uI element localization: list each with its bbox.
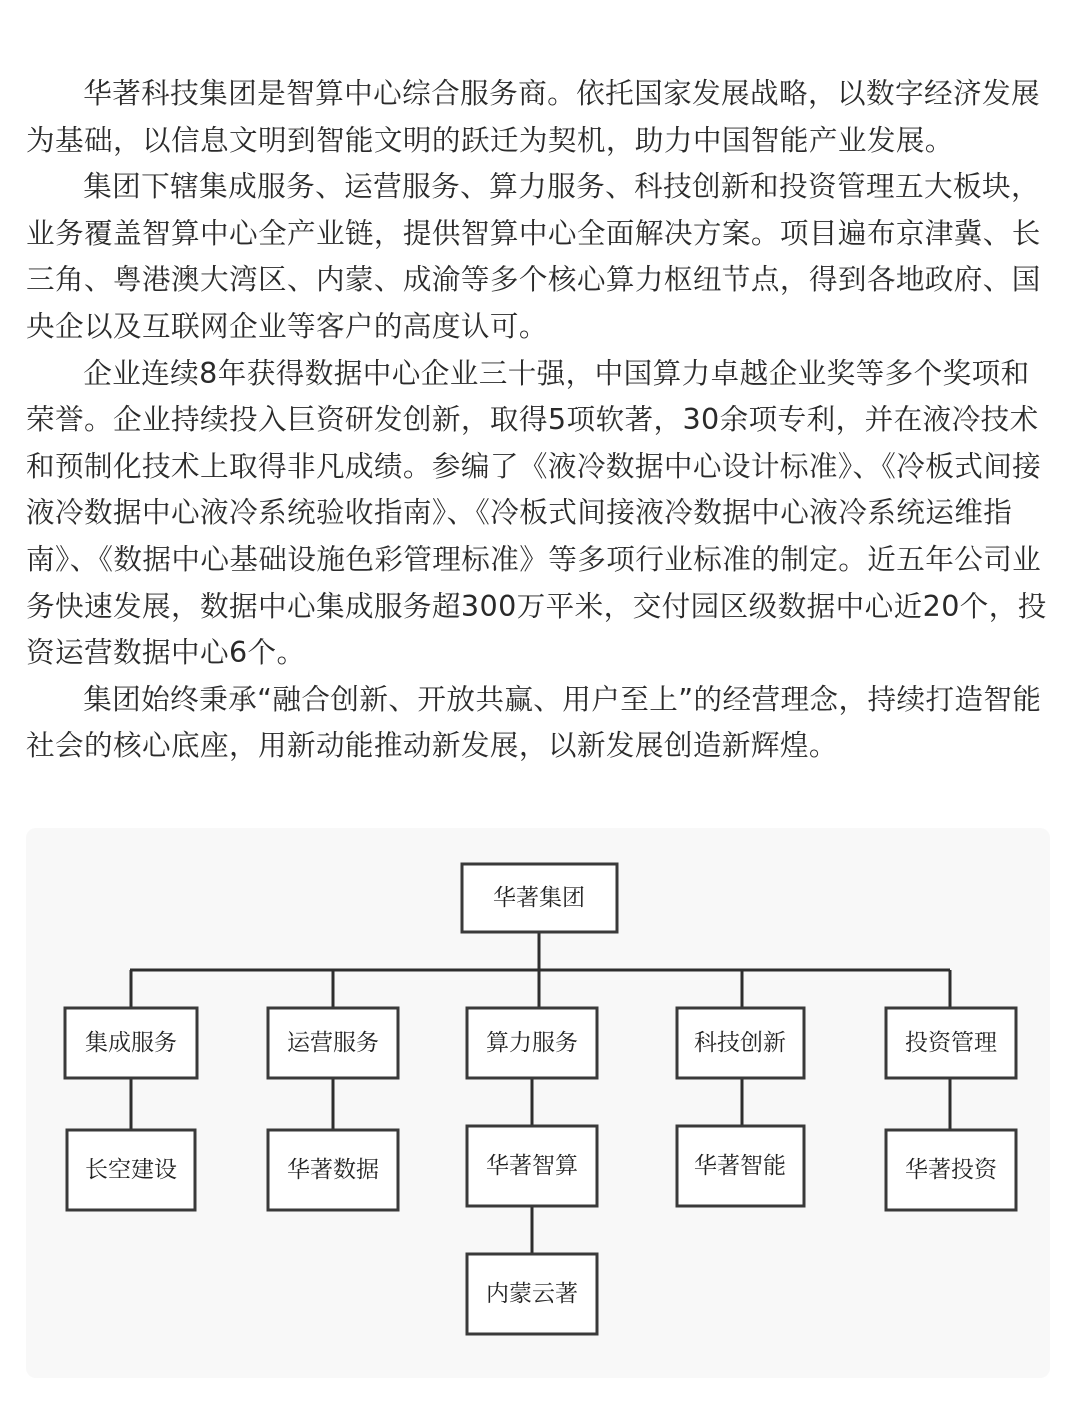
- subsidiary-label: 华著智算: [486, 1153, 578, 1179]
- paragraph-intro: 华著科技集团是智算中心综合服务商。依托国家发展战略，以数字经济发展为基础，以信息文明到智能文明的跃迁为契机，助力中国智能产业发展。: [26, 76, 1040, 157]
- org-node-root-label: 华著集团: [493, 885, 585, 911]
- division-label: 算力服务: [486, 1030, 578, 1056]
- subsidiary-label: 内蒙云著: [486, 1281, 578, 1307]
- org-node-division: [65, 1008, 197, 1078]
- org-node-division: [886, 1008, 1016, 1078]
- org-node-division: [268, 1008, 398, 1078]
- org-node-subsidiary: [886, 1130, 1016, 1210]
- org-node-subsidiary: [467, 1254, 597, 1334]
- org-node-root: [462, 864, 617, 932]
- division-label: 科技创新: [694, 1030, 786, 1056]
- division-label: 投资管理: [905, 1030, 997, 1056]
- division-label: 集成服务: [85, 1030, 177, 1056]
- division-label: 运营服务: [287, 1030, 379, 1056]
- paragraph-achievements: 企业连续8年获得数据中心企业三十强，中国算力卓越企业奖等多个奖项和荣誉。企业持续投入巨资研发创新，取得5项软著，30余项专利，并在液冷技术和预制化技术上取得非凡成绩。参编了《液冷数据中心设计标准》、《冷板式间接液冷数据中心液冷系统验收指南》、《冷板式间接液冷数据中心液冷系统运维指南》、《数据中心基础设施色彩管理标准》等多项行业标准的制定。近五年公司业务快速发展，数据中心集成服务超300万平米，交付园区级数据中心近20个，投资运营数据中心6个。: [26, 355, 1047, 670]
- org-node-subsidiary: [677, 1126, 804, 1206]
- paragraph-philosophy: 集团始终秉承“融合创新、开放共赢、用户至上”的经营理念，持续打造智能社会的核心底座，用新动能推动新发展，以新发展创造新辉煌。: [26, 681, 1042, 763]
- subsidiary-label: 长空建设: [85, 1157, 177, 1183]
- org-node-subsidiary: [268, 1130, 398, 1210]
- subsidiary-label: 华著投资: [905, 1157, 997, 1183]
- org-node-subsidiary: [67, 1130, 195, 1210]
- org-node-division: [467, 1008, 597, 1078]
- subsidiary-label: 华著智能: [694, 1153, 786, 1179]
- org-node-subsidiary: [467, 1126, 597, 1206]
- org-node-division: [677, 1008, 804, 1078]
- paragraph-business-segments: 集团下辖集成服务、运营服务、算力服务、科技创新和投资管理五大板块，业务覆盖智算中心全产业链，提供智算中心全面解决方案。项目遍布京津冀、长三角、粤港澳大湾区、内蒙、成渝等多个核心算力枢纽节点，得到各地政府、国央企以及互联网企业等客户的高度认可。: [26, 169, 1041, 343]
- subsidiary-label: 华著数据: [287, 1157, 379, 1183]
